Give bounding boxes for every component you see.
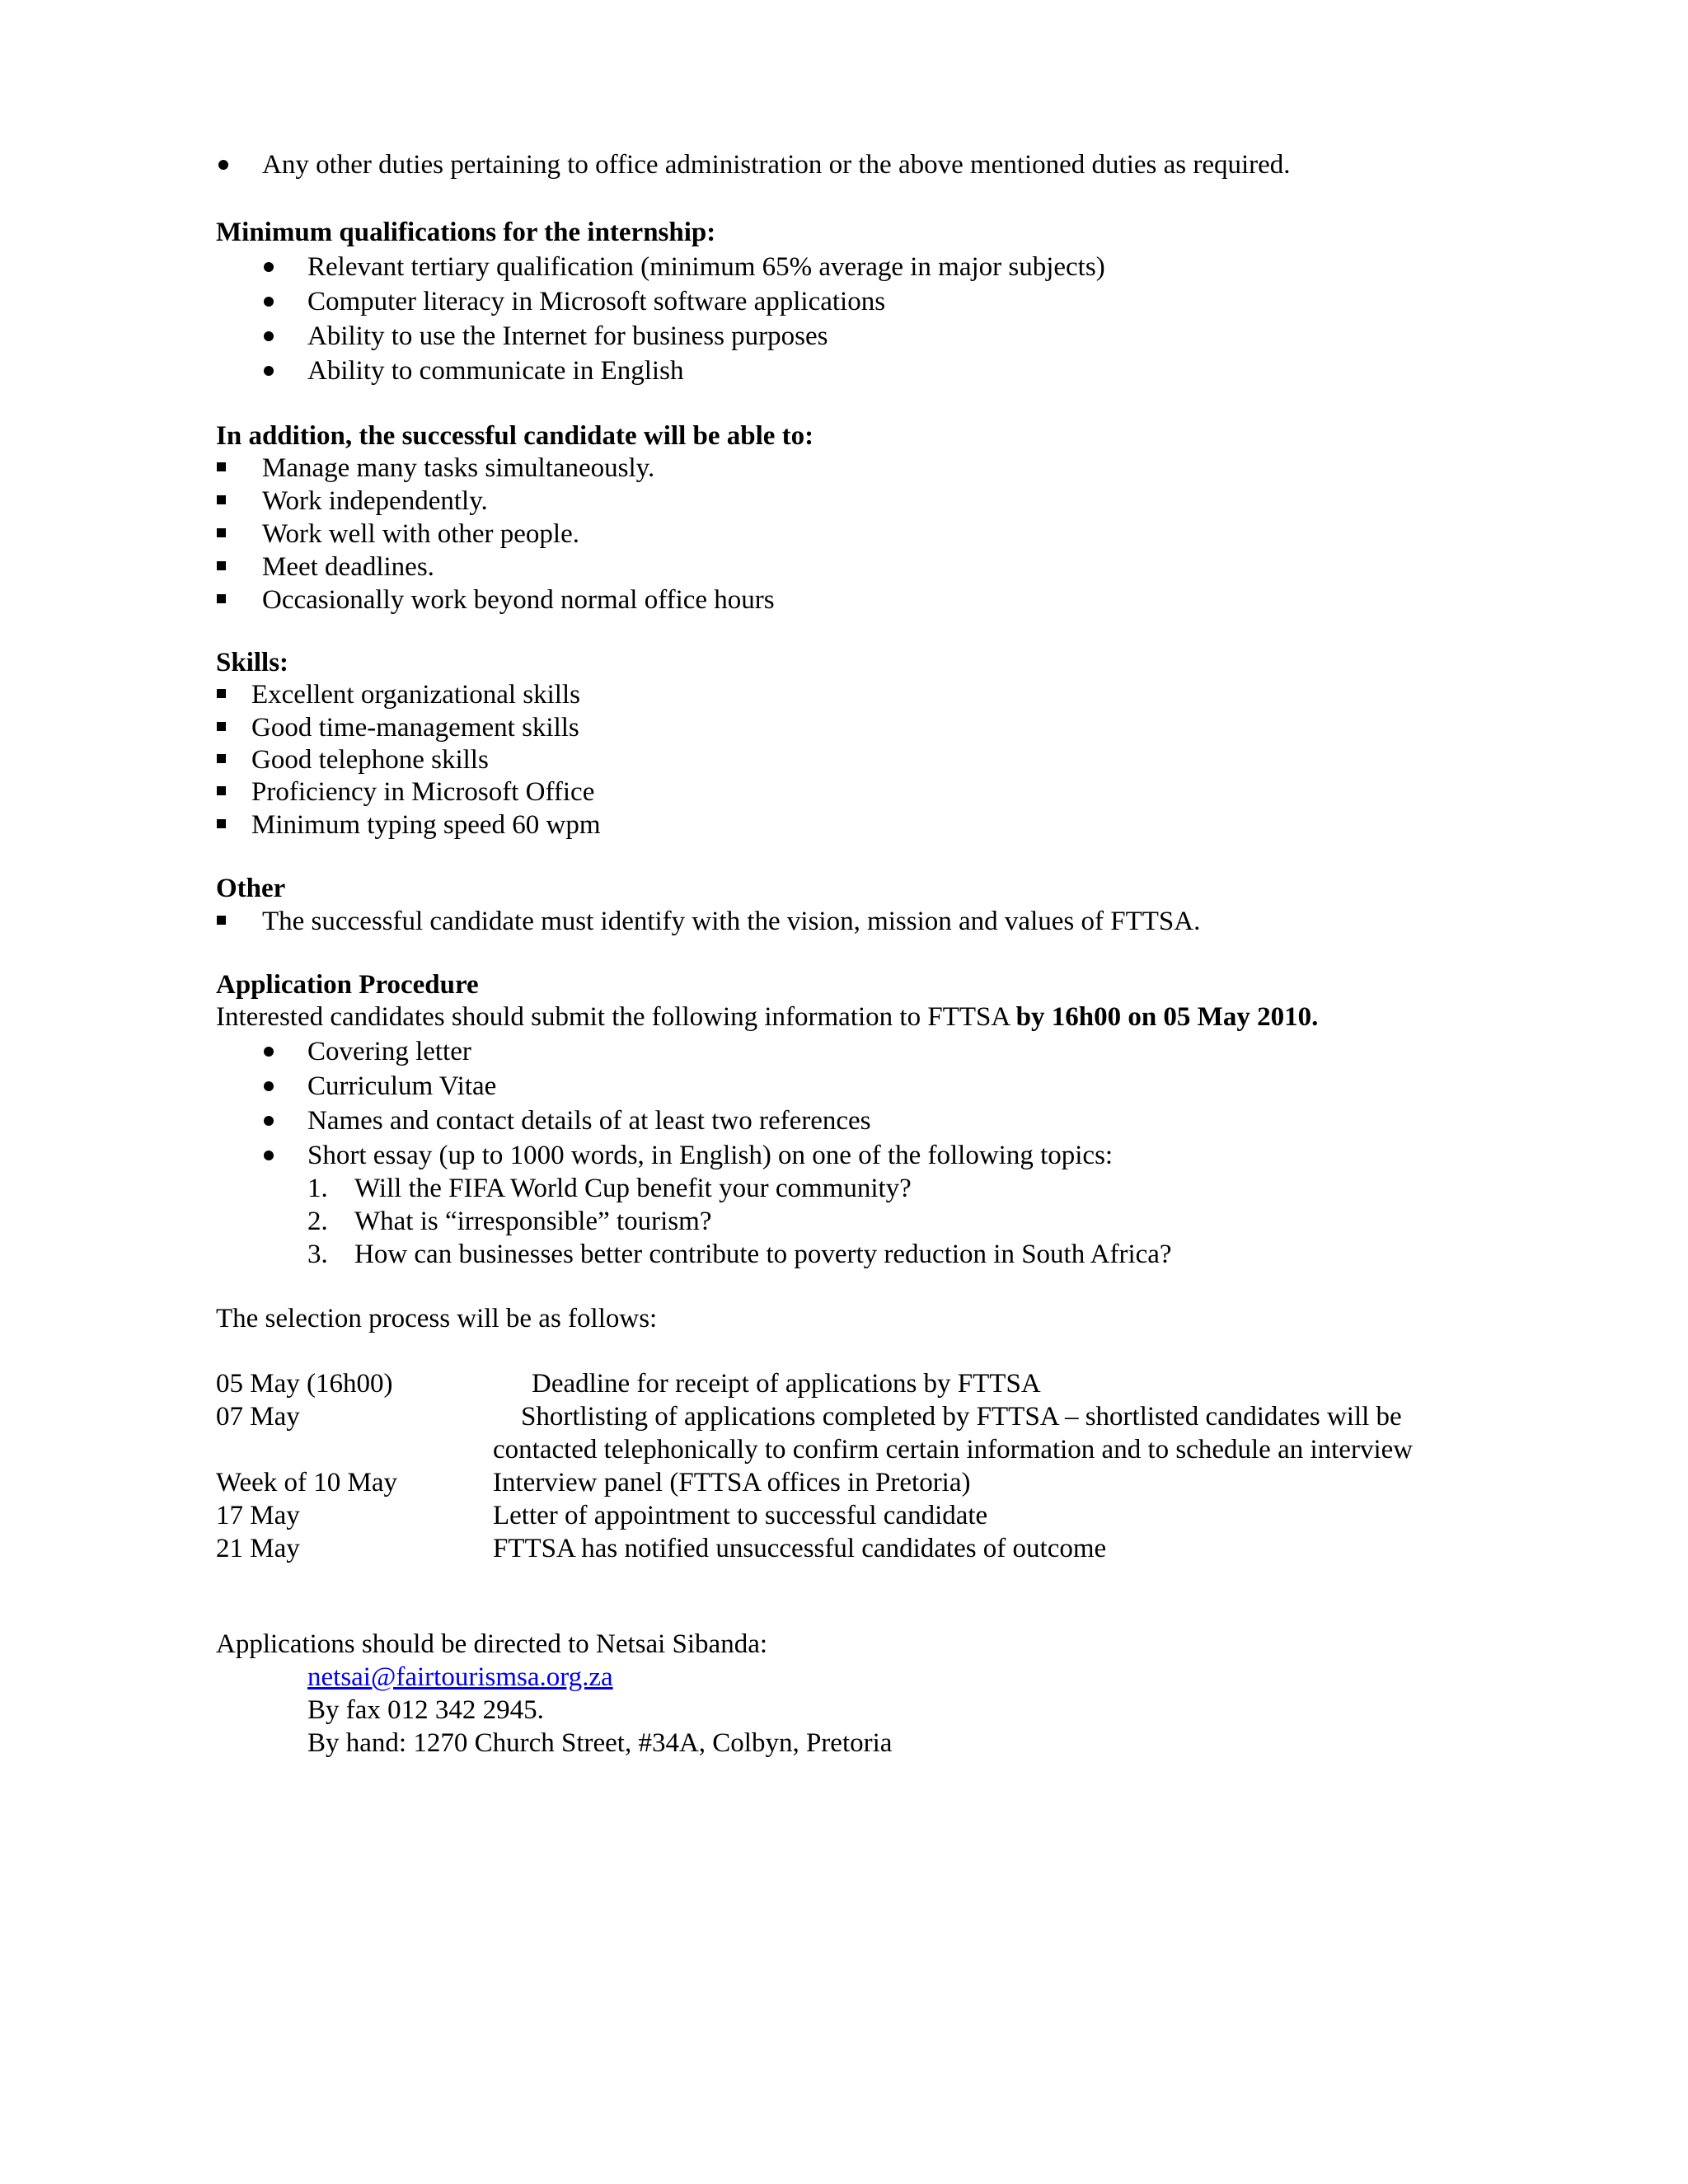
bullet-square xyxy=(217,561,226,570)
addition-item: Manage many tasks simultaneously. xyxy=(262,453,655,483)
application-item: Covering letter xyxy=(307,1037,471,1066)
skills-item: Good time-management skills xyxy=(251,713,579,743)
topic-item: How can businesses better contribute to poverty reduction in South Africa? xyxy=(354,1240,1172,1269)
selection-text: Deadline for receipt of applications by FTTSA xyxy=(532,1369,1041,1399)
topic-item: Will the FIFA World Cup benefit your community? xyxy=(354,1174,912,1203)
selection-intro: The selection process will be as follows: xyxy=(216,1304,658,1333)
bullet-square xyxy=(217,462,226,471)
bullet-square xyxy=(217,495,226,504)
bullet-square xyxy=(217,594,226,603)
skills-item: Good telephone skills xyxy=(251,745,489,775)
addition-heading: In addition, the successful candidate will be able to: xyxy=(216,421,814,451)
skills-heading: Skills: xyxy=(216,648,289,677)
skills-item: Minimum typing speed 60 wpm xyxy=(251,810,601,840)
min-qual-heading: Minimum qualifications for the internship: xyxy=(216,218,716,247)
other-item: The successful candidate must identify with the vision, mission and values of FTTSA. xyxy=(262,907,1201,936)
contact-hand: By hand: 1270 Church Street, #34A, Colbyn, Pretoria xyxy=(307,1728,893,1758)
bullet-square xyxy=(217,689,226,698)
selection-text-continued: contacted telephonically to confirm certain information and to schedule an interview xyxy=(493,1435,1414,1465)
skills-item: Excellent organizational skills xyxy=(251,680,580,710)
selection-text: Interview panel (FTTSA offices in Pretoria) xyxy=(493,1468,971,1497)
bullet-square xyxy=(217,528,226,537)
selection-date: 07 May xyxy=(216,1402,300,1432)
bullet-square xyxy=(217,754,226,763)
min-qual-item: Relevant tertiary qualification (minimum 65% average in major subjects) xyxy=(307,252,1105,282)
bullet-dot xyxy=(264,1047,274,1057)
bullet-dot xyxy=(218,160,228,170)
application-intro-text: Interested candidates should submit the following information to FTTSA xyxy=(216,1002,1016,1032)
bullet-dot xyxy=(264,331,274,341)
min-qual-item: Ability to communicate in English xyxy=(307,356,684,386)
selection-text: Letter of appointment to successful candidate xyxy=(493,1501,988,1530)
application-item: Short essay (up to 1000 words, in English) on one of the following topics: xyxy=(307,1141,1114,1170)
selection-date: Week of 10 May xyxy=(216,1468,398,1497)
contact-intro: Applications should be directed to Netsai Sibanda: xyxy=(216,1629,768,1659)
bullet-dot xyxy=(264,262,274,272)
contact-fax: By fax 012 342 2945. xyxy=(307,1695,544,1725)
selection-date: 21 May xyxy=(216,1534,300,1563)
topic-item: What is “irresponsible” tourism? xyxy=(354,1207,712,1236)
bullet-dot xyxy=(264,297,274,307)
min-qual-item: Computer literacy in Microsoft software applications xyxy=(307,287,886,316)
bullet-square xyxy=(217,819,226,828)
application-heading: Application Procedure xyxy=(216,970,479,1000)
addition-item: Work well with other people. xyxy=(262,519,579,549)
bullet-dot xyxy=(264,1116,274,1126)
bullet-dot xyxy=(264,366,274,376)
addition-item: Work independently. xyxy=(262,486,488,516)
selection-date: 05 May (16h00) xyxy=(216,1369,393,1399)
application-deadline: by 16h00 on 05 May 2010. xyxy=(1015,1002,1319,1032)
selection-text: Shortlisting of applications completed by FTTSA – shortlisted candidates will be xyxy=(521,1402,1402,1432)
selection-date: 17 May xyxy=(216,1501,300,1530)
application-item: Curriculum Vitae xyxy=(307,1071,497,1101)
application-intro xyxy=(216,1001,1318,1033)
topic-number: 2. xyxy=(307,1207,328,1236)
application-item: Names and contact details of at least two references xyxy=(307,1106,871,1136)
bullet-dot xyxy=(264,1151,274,1160)
min-qual-item: Ability to use the Internet for business purposes xyxy=(307,321,828,351)
bullet-square xyxy=(217,916,226,925)
topic-number: 1. xyxy=(307,1174,328,1203)
bullet-square xyxy=(217,786,226,795)
selection-text: FTTSA has notified unsuccessful candidates of outcome xyxy=(493,1534,1107,1563)
topic-number: 3. xyxy=(307,1240,328,1269)
skills-item: Proficiency in Microsoft Office xyxy=(251,777,595,807)
other-heading: Other xyxy=(216,874,286,903)
addition-item: Occasionally work beyond normal office hours xyxy=(262,585,775,615)
email-link[interactable]: netsai@fairtourismsa.org.za xyxy=(307,1662,613,1692)
intro-bullet-text: Any other duties pertaining to office administration or the above mentioned duties as required. xyxy=(262,150,1291,180)
addition-item: Meet deadlines. xyxy=(262,552,434,582)
bullet-dot xyxy=(264,1081,274,1091)
bullet-square xyxy=(217,722,226,731)
